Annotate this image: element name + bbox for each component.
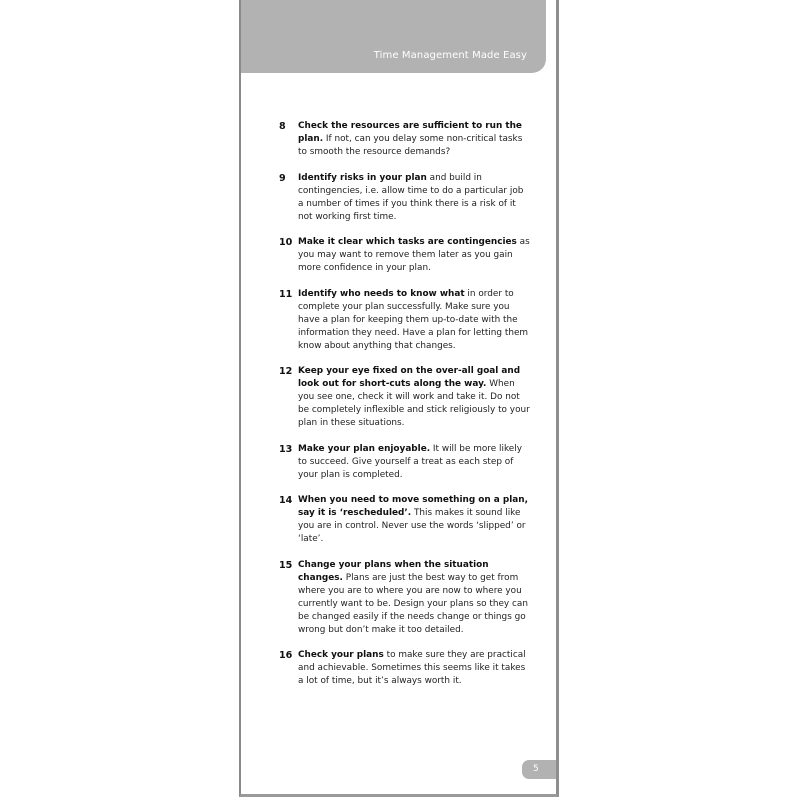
list-item xyxy=(279,494,531,546)
item-heading: Keep your eye fixed on the over-all goal and look out for short-cuts along the way. xyxy=(298,366,521,389)
item-number: 11 xyxy=(279,288,293,300)
item-body: in order to complete your plan successfully. Make sure you have a plan for keeping them up-to-date with the information they need. Have a plan for letting them know about anything that changes. xyxy=(298,288,529,351)
list-item xyxy=(279,649,531,688)
item-body: This makes it sound like you are in control. Never use the words ‘slipped’ or ‘late’. xyxy=(298,508,526,544)
item-number: 14 xyxy=(279,495,293,506)
item-heading: Make it clear which tasks are contingencies xyxy=(298,237,517,247)
document-page xyxy=(239,0,559,797)
list-item xyxy=(279,365,531,430)
item-heading: Make your plan enjoyable. xyxy=(298,443,431,454)
item-body: to make sure they are practical and achievable. Sometimes this seems like it takes a lot of time, but it’s always worth it. xyxy=(298,650,526,686)
item-heading: Identify who needs to know what xyxy=(298,288,465,299)
item-heading: When you need to move something on a plan, say it is ‘rescheduled’. xyxy=(298,495,528,518)
list-item xyxy=(279,288,531,353)
item-text xyxy=(298,365,531,430)
item-body: Plans are just the best way to get from where you are to where you are now to where you currently want to be. Design your plans so they can be changed easily if the needs change or things go wrong but don’t make it too detailed. xyxy=(298,572,528,635)
list-item xyxy=(279,559,531,637)
item-number: 13 xyxy=(279,443,293,455)
list-item xyxy=(279,443,531,482)
header-title: Time Management Made Easy xyxy=(373,50,527,61)
item-body: as you may want to remove them later as you gain more confidence in your plan. xyxy=(298,237,530,273)
item-text xyxy=(298,120,531,159)
item-number: 10 xyxy=(279,237,293,248)
page-number: 5 xyxy=(533,764,539,774)
item-number: 12 xyxy=(279,366,293,377)
item-text xyxy=(298,443,531,482)
item-text xyxy=(298,559,531,637)
item-text xyxy=(298,172,531,224)
tips-list xyxy=(279,120,531,701)
list-item xyxy=(279,236,531,275)
item-number: 16 xyxy=(279,650,293,661)
item-number: 8 xyxy=(279,121,286,132)
item-text xyxy=(298,288,531,353)
item-body: It will be more likely to succeed. Give yourself a treat as each step of your plan is completed. xyxy=(298,443,522,480)
item-text xyxy=(298,649,531,688)
list-item xyxy=(279,120,531,159)
item-number: 9 xyxy=(279,172,286,184)
item-heading: Identify risks in your plan xyxy=(298,172,427,183)
item-heading: Check the resources are sufficient to run the plan. xyxy=(298,121,522,144)
item-heading: Check your plans xyxy=(298,650,384,660)
item-body: When you see one, check it will work and take it. Do not be completely inflexible and stick religiously to your plan in these situations. xyxy=(298,379,530,428)
item-number: 15 xyxy=(279,559,293,571)
item-body: If not, can you delay some non-critical tasks to smooth the resource demands? xyxy=(298,134,523,157)
page-number-tab xyxy=(522,760,556,779)
item-heading: Change your plans when the situation changes. xyxy=(298,559,489,583)
item-body: and build in contingencies, i.e. allow time to do a particular job a number of times if you think there is a risk of it not working first time. xyxy=(298,172,524,222)
list-item xyxy=(279,172,531,224)
header-band xyxy=(241,0,546,73)
item-text xyxy=(298,494,531,546)
item-text xyxy=(298,236,531,275)
